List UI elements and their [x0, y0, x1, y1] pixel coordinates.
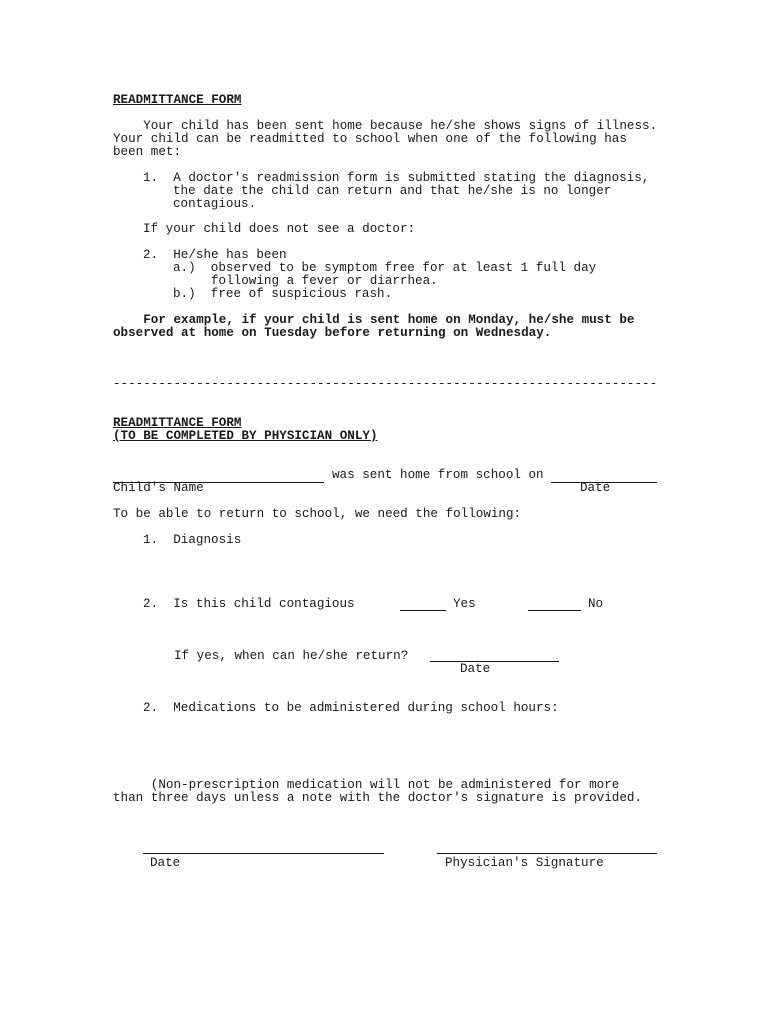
physician-signature-label: Physician's Signature [445, 856, 604, 870]
item-1-line-1: 1. A doctor's readmission form is submitted stating the diagnosis, [143, 171, 650, 185]
item-2-line: 2. He/she has been [143, 248, 287, 262]
dashed-separator: ------------------------------------------------------------------------ [113, 377, 658, 391]
childs-name-label: Child's Name [113, 481, 204, 495]
intro-line-2: Your child can be readmitted to school when one of the following has [113, 132, 627, 146]
item-2a-line-1: a.) observed to be symptom free for at least 1 full day [173, 261, 597, 275]
return-date-field[interactable] [430, 661, 559, 662]
contagious-question: 2. Is this child contagious [143, 597, 355, 611]
return-date-label: Date [460, 662, 491, 676]
signature-date-label: Date [150, 856, 181, 870]
return-question: If yes, when can he/she return? [174, 649, 409, 663]
form-title: READMITTANCE FORM [113, 93, 242, 107]
medications-question: 2. Medications to be administered during school hours: [143, 701, 559, 715]
physician-form-title: READMITTANCE FORM [113, 416, 242, 430]
physician-form-subtitle: (TO BE COMPLETED BY PHYSICIAN ONLY) [113, 429, 378, 443]
item-1-line-3: contagious. [173, 197, 257, 211]
diagnosis-question: 1. Diagnosis [143, 533, 242, 547]
physician-signature-field[interactable] [437, 853, 657, 854]
contagious-yes-label: Yes [453, 597, 476, 611]
contagious-yes-field[interactable] [400, 610, 446, 611]
item-2a-line-2: following a fever or diarrhea. [211, 274, 438, 288]
intro-line-1: Your child has been sent home because he/she shows signs of illness. [113, 119, 658, 133]
sent-home-date-label: Date [580, 481, 611, 495]
example-line-2: observed at home on Tuesday before returning on Wednesday. [113, 326, 552, 340]
signature-date-field[interactable] [143, 853, 384, 854]
sent-home-text: was sent home from school on [332, 468, 544, 482]
item-1-line-2: the date the child can return and that he/she is no longer [173, 184, 612, 198]
intro-line-3: been met: [113, 145, 182, 159]
no-doctor-line: If your child does not see a doctor: [143, 222, 416, 236]
medication-note-line-1: (Non-prescription medication will not be administered for more [113, 778, 620, 792]
example-line-1: For example, if your child is sent home on Monday, he/she must be [113, 313, 635, 327]
item-2b-line: b.) free of suspicious rash. [173, 287, 393, 301]
need-following-line: To be able to return to school, we need the following: [113, 507, 522, 521]
contagious-no-field[interactable] [528, 610, 581, 611]
medication-note-line-2: than three days unless a note with the doctor's signature is provided. [113, 791, 643, 805]
contagious-no-label: No [588, 597, 604, 611]
